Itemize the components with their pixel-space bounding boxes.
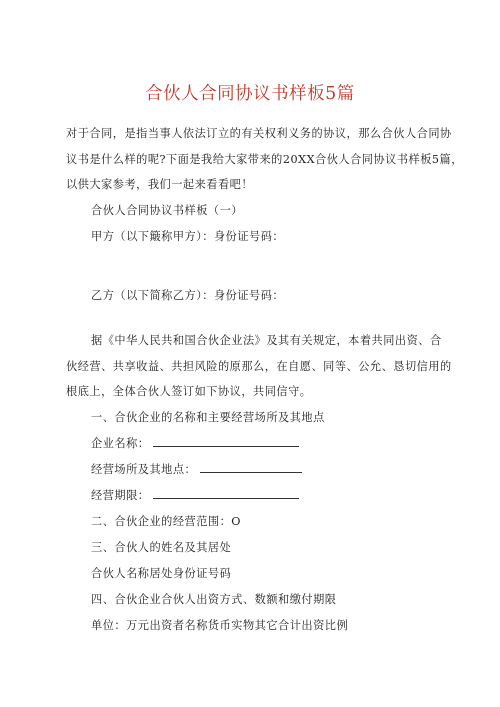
section-4-detail: 单位：万元出资者名称货币实物其它合计出资比例 <box>91 619 349 632</box>
basis-line-2: 伙经营、共享收益、共担风险的原那么，在自愿、同等、公允、恳切信用的 <box>66 360 452 373</box>
document-title: 合伙人合同协议书样板5篇 <box>145 84 355 104</box>
party-a-line: 甲方（以下簸称甲方）：身份证号码： <box>91 230 285 243</box>
section-1-heading: 一、合伙企业的名称和主要经营场所及其地点 <box>91 411 325 424</box>
section-4-heading: 四、合伙企业合伙人出资方式、数额和缴付期限 <box>91 593 337 606</box>
enterprise-name-label: 企业名称： <box>91 437 150 450</box>
business-term-blank <box>153 488 299 499</box>
section-3-detail: 合伙人名称居处身份证号码 <box>91 567 232 580</box>
section-3-heading: 三、合伙人的姓名及其居处 <box>91 541 232 554</box>
section-2-heading: 二、合伙企业的经营范围：O <box>91 515 241 528</box>
enterprise-name-blank <box>153 436 299 447</box>
business-address-blank <box>200 462 302 473</box>
intro-line-3: 以供大家参考，我们一起来看看吧！ <box>66 178 254 191</box>
basis-line-1: 据《中华人民共和国合伙企业法》及其有关规定，本着共同出资、合 <box>91 334 442 347</box>
enterprise-name-field <box>91 432 438 456</box>
business-address-label: 经营场所及其地点： <box>91 463 197 476</box>
intro-line-1: 对于合同，是指当事人依法订立的有关权利义务的协议，那么合伙人合同协 <box>66 127 452 140</box>
business-term-label: 经营期限： <box>91 489 150 502</box>
sample-heading: 合伙人合同协议书样板（一） <box>91 204 243 217</box>
party-b-line: 乙方（以下简称乙方）：身份证号码： <box>91 289 285 302</box>
basis-line-3: 根底上，全体合伙人签订如下协议，共同信守。 <box>66 385 312 398</box>
intro-line-2: 议书是什么样的呢?下面是我给大家带来的20XX合伙人合同协议书样板5篇， <box>66 153 463 166</box>
business-term-field <box>91 484 438 508</box>
business-address-field <box>91 458 438 482</box>
